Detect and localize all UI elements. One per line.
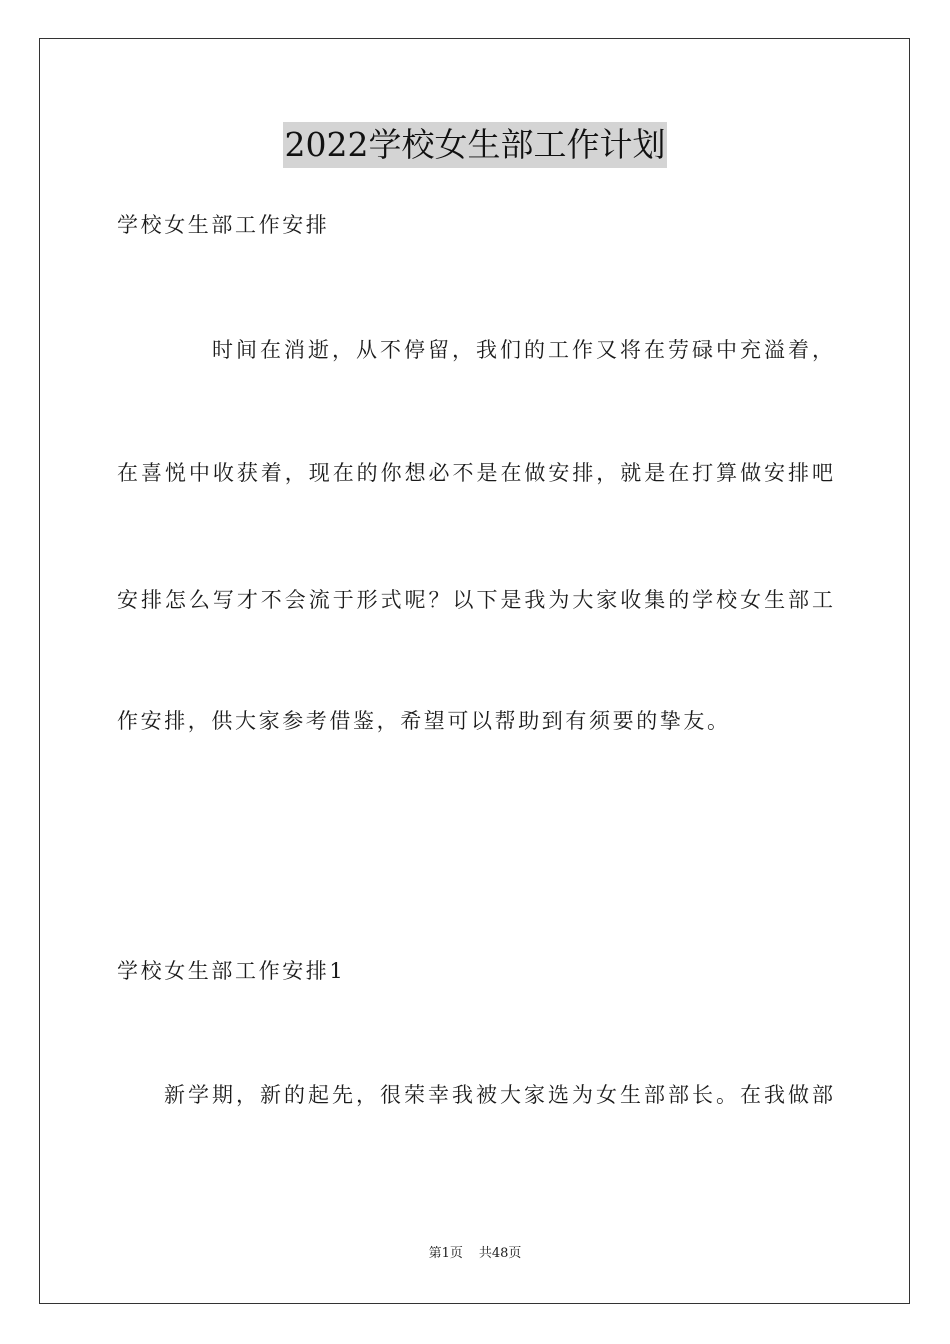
page-total: 共48页 (478, 1246, 522, 1261)
page-number: 第1页 (428, 1246, 463, 1261)
paragraph-line: 安排怎么写才不会流于形式呢？以下是我为大家收集的学校女生部工 (117, 588, 833, 612)
document-title: 2022学校女生部工作计划 (283, 122, 668, 168)
page-footer (0, 1244, 950, 1264)
paragraph-line: 时间在消逝，从不停留，我们的工作又将在劳碌中充溢着， (212, 338, 833, 362)
paragraph-line: 在喜悦中收获着，现在的你想必不是在做安排，就是在打算做安排吧 (117, 461, 833, 485)
section-heading: 学校女生部工作安排 (117, 213, 330, 237)
paragraph-line: 作安排，供大家参考借鉴，希望可以帮助到有须要的挚友。 (117, 709, 731, 733)
section-heading: 学校女生部工作安排1 (117, 959, 346, 983)
paragraph-line: 新学期，新的起先，很荣幸我被大家选为女生部部长。在我做部 (164, 1083, 833, 1107)
title-container (0, 122, 950, 168)
